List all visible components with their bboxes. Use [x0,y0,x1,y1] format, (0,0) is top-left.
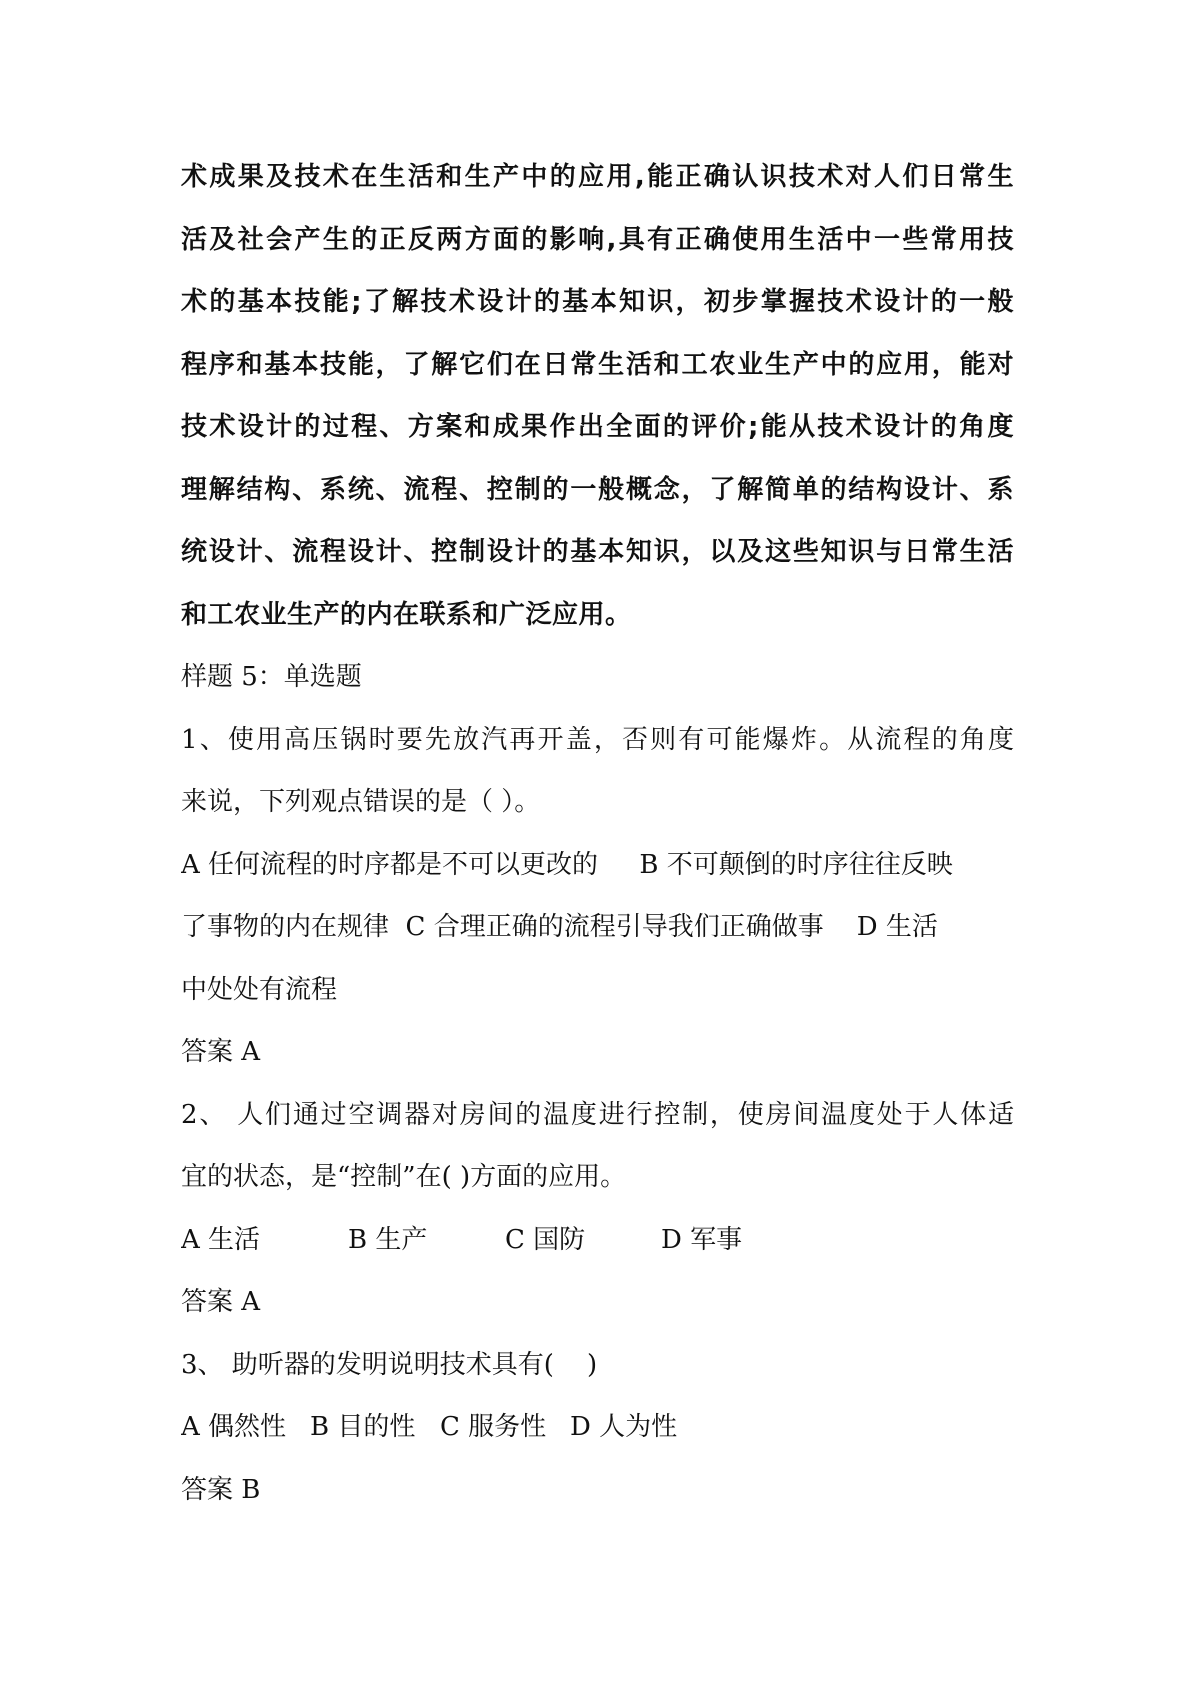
question-3 [181,1334,1014,1522]
intro-line: 和工农业生产的内在联系和广泛应用。 [181,599,632,630]
question-2 [181,1084,1014,1334]
question-stem: 宜的状态，是“控制”在( )方面的应用。 [181,1162,627,1192]
option-line: 中处处有流程 [181,974,338,1005]
option: C 服务性 [440,1412,547,1442]
intro-line: 术的基本技能;了解技术设计的基本知识，初步掌握技术设计的一般 [181,287,1014,317]
option: A 偶然性 [181,1412,287,1442]
option-line: A 任何流程的时序都是不可以更改的 B 不可颠倒的时序往往反映 [181,849,953,880]
question-options [181,1209,1014,1272]
option: C 国防 [505,1224,586,1255]
answer: 答案 B [181,1474,261,1505]
question-stem: 1、使用高压锅时要先放汽再开盖，否则有可能爆炸。从流程的角度 [181,724,1014,755]
option-line: 了事物的内在规律 C 合理正确的流程引导我们正确做事 D 生活 [181,912,938,942]
option: B 生产 [348,1224,428,1255]
intro-line: 活及社会产生的正反两方面的影响,具有正确使用生活中一些常用技 [181,224,1014,255]
question-stem: 2、 人们通过空调器对房间的温度进行控制，使房间温度处于人体适 [181,1099,1014,1130]
answer: 答案 A [181,1287,261,1317]
intro-line: 统设计、流程设计、控制设计的基本知识，以及这些知识与日常生活 [181,537,1014,567]
intro-line: 技术设计的过程、方案和成果作出全面的评价;能从技术设计的角度 [181,412,1014,442]
option: A 生活 [181,1224,261,1255]
intro-line: 术成果及技术在生活和生产中的应用,能正确认识技术对人们日常生 [181,162,1014,192]
intro-paragraph [181,146,1014,646]
question-options [181,834,1014,897]
question-stem: 3、 助听器的发明说明技术具有( ) [181,1349,598,1380]
answer: 答案 A [181,1037,261,1067]
option: D 军事 [661,1224,743,1255]
question-options [181,896,1014,959]
section-title: 样题 5：单选题 [181,662,362,692]
question-options [181,1396,1014,1459]
question-stem: 来说，下列观点错误的是（ ）。 [181,787,541,817]
option: D 人为性 [570,1412,678,1442]
document-page [181,146,1014,1521]
option: B 目的性 [310,1412,416,1442]
question-options [181,959,1014,1022]
intro-line: 理解结构、系统、流程、控制的一般概念，了解简单的结构设计、系 [181,474,1014,505]
question-1 [181,709,1014,1084]
intro-line: 程序和基本技能，了解它们在日常生活和工农业生产中的应用，能对 [181,349,1014,380]
